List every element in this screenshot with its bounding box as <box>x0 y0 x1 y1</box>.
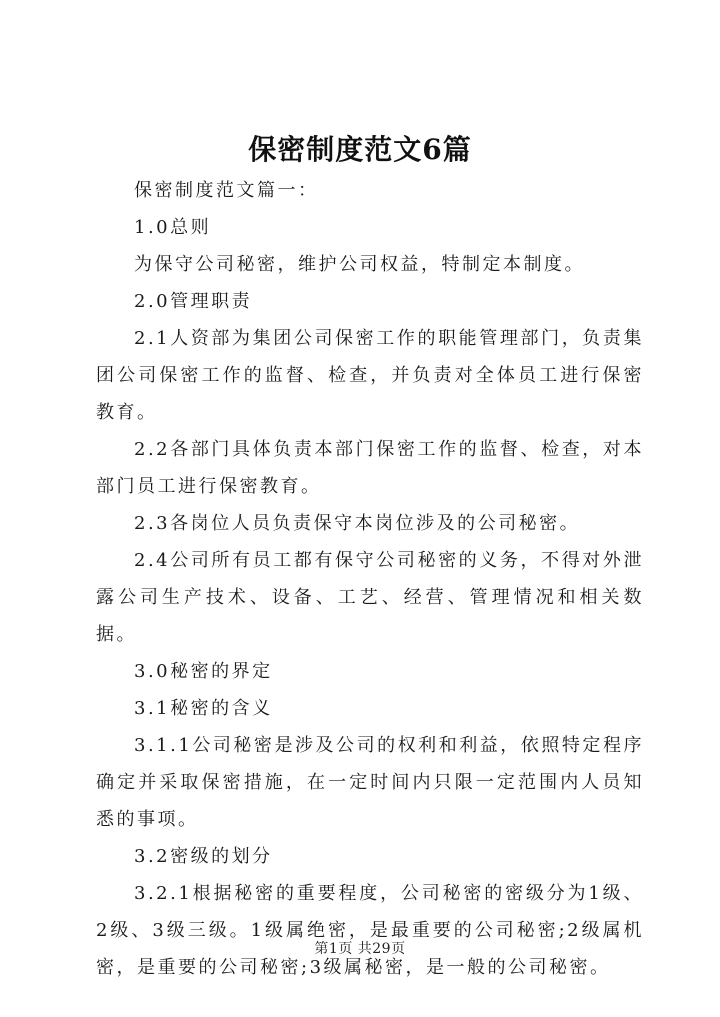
subsection-heading: 3.2密级的划分 <box>134 846 273 867</box>
paragraph: 2.3各岗位人员负责保守本岗位涉及的公司秘密。 <box>134 513 581 534</box>
paragraph: 2.1人资部为集团公司保密工作的职能管理部门，负责集团公司保密工作的监督、检查，并负责对全体员工进行保密教育。 <box>96 328 644 423</box>
document-title: 保密制度范文6篇 <box>248 133 472 166</box>
section-heading: 1.0总则 <box>134 217 212 238</box>
document-body <box>96 172 644 986</box>
paragraph: 为保守公司秘密，维护公司权益，特制定本制度。 <box>134 254 585 275</box>
paragraph: 保密制度范文篇一： <box>134 180 319 201</box>
section-heading: 2.0管理职责 <box>134 291 253 312</box>
section-heading: 3.0秘密的界定 <box>134 661 273 682</box>
page-footer: 第1页 共29页 <box>314 941 406 957</box>
subsection-heading: 3.1秘密的含义 <box>134 698 273 719</box>
paragraph: 3.2.1根据秘密的重要程度，公司秘密的密级分为1级、2级、3级三级。1级属绝密，是最重要的公司秘密;2级属机密，是重要的公司秘密;3级属秘密，是一般的公司秘密。 <box>96 883 644 978</box>
paragraph: 3.1.1公司秘密是涉及公司的权利和利益，依照特定程序确定并采取保密措施，在一定时间内只限一定范围内人员知悉的事项。 <box>96 735 644 830</box>
paragraph: 2.4公司所有员工都有保守公司秘密的义务，不得对外泄露公司生产技术、设备、工艺、经营、管理情况和相关数据。 <box>96 550 644 645</box>
paragraph: 2.2各部门具体负责本部门保密工作的监督、检查，对本部门员工进行保密教育。 <box>96 439 644 497</box>
